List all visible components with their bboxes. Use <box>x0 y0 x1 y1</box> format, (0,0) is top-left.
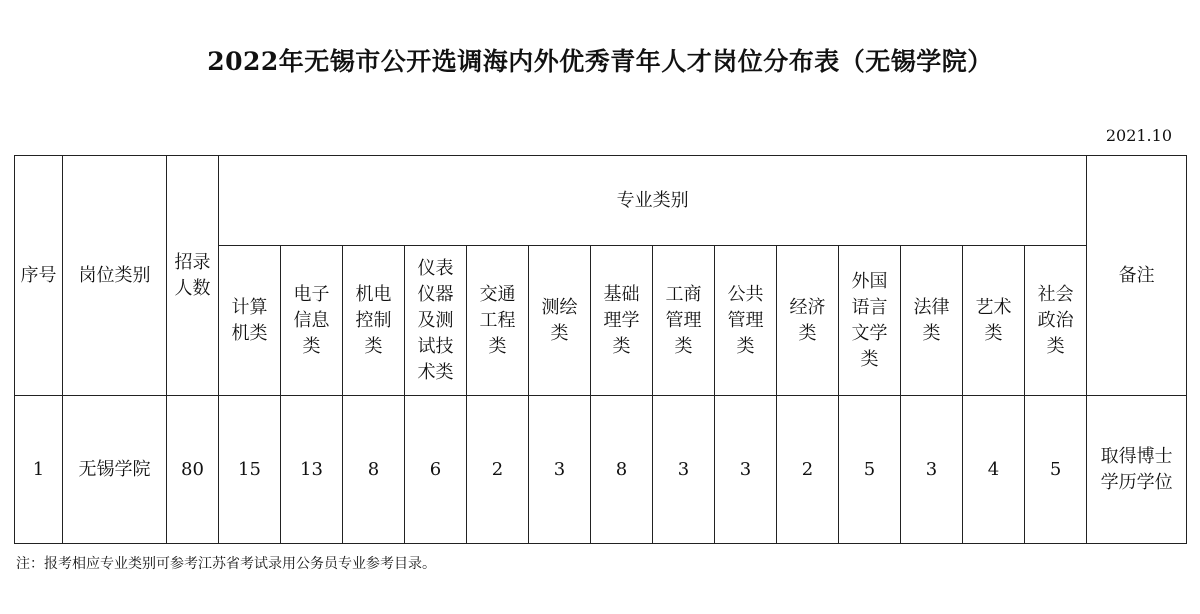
cell-category: 无锡学院 <box>63 396 167 544</box>
header-category: 岗位类别 <box>63 156 167 396</box>
major-header: 法律 类 <box>901 246 963 396</box>
table-row <box>15 396 1187 544</box>
major-header: 测绘 类 <box>529 246 591 396</box>
cell-major-count: 5 <box>839 396 901 544</box>
cell-major-count: 5 <box>1025 396 1087 544</box>
cell-major-count: 13 <box>281 396 343 544</box>
major-header: 计算 机类 <box>219 246 281 396</box>
major-header: 社会 政治 类 <box>1025 246 1087 396</box>
cell-major-count: 3 <box>529 396 591 544</box>
major-header: 机电 控制 类 <box>343 246 405 396</box>
major-header: 工商 管理 类 <box>653 246 715 396</box>
cell-major-count: 4 <box>963 396 1025 544</box>
header-seq: 序号 <box>15 156 63 396</box>
cell-major-count: 3 <box>715 396 777 544</box>
header-remark: 备注 <box>1087 156 1187 396</box>
cell-seq: 1 <box>15 396 63 544</box>
cell-remark: 取得博士 学历学位 <box>1087 396 1187 544</box>
cell-major-count: 2 <box>777 396 839 544</box>
cell-major-count: 3 <box>901 396 963 544</box>
page-title: 2022年无锡市公开选调海内外优秀青年人才岗位分布表（无锡学院） <box>207 47 993 76</box>
footnote: 注：报考相应专业类别可参考江苏省考试录用公务员专业参考目录。 <box>16 556 436 572</box>
issue-date: 2021.10 <box>1105 126 1172 145</box>
cell-recruit: 80 <box>167 396 219 544</box>
cell-major-count: 3 <box>653 396 715 544</box>
cell-major-count: 6 <box>405 396 467 544</box>
header-major-group: 专业类别 <box>219 156 1087 246</box>
major-header: 基础 理学 类 <box>591 246 653 396</box>
major-header: 外国 语言 文学 类 <box>839 246 901 396</box>
major-header: 公共 管理 类 <box>715 246 777 396</box>
major-header: 经济 类 <box>777 246 839 396</box>
major-header: 电子 信息 类 <box>281 246 343 396</box>
major-header: 艺术 类 <box>963 246 1025 396</box>
major-header: 仪表 仪器 及测 试技 术类 <box>405 246 467 396</box>
cell-major-count: 2 <box>467 396 529 544</box>
cell-major-count: 8 <box>591 396 653 544</box>
position-table <box>14 155 1187 544</box>
cell-major-count: 15 <box>219 396 281 544</box>
header-recruit: 招录 人数 <box>167 156 219 396</box>
cell-major-count: 8 <box>343 396 405 544</box>
major-header: 交通 工程 类 <box>467 246 529 396</box>
